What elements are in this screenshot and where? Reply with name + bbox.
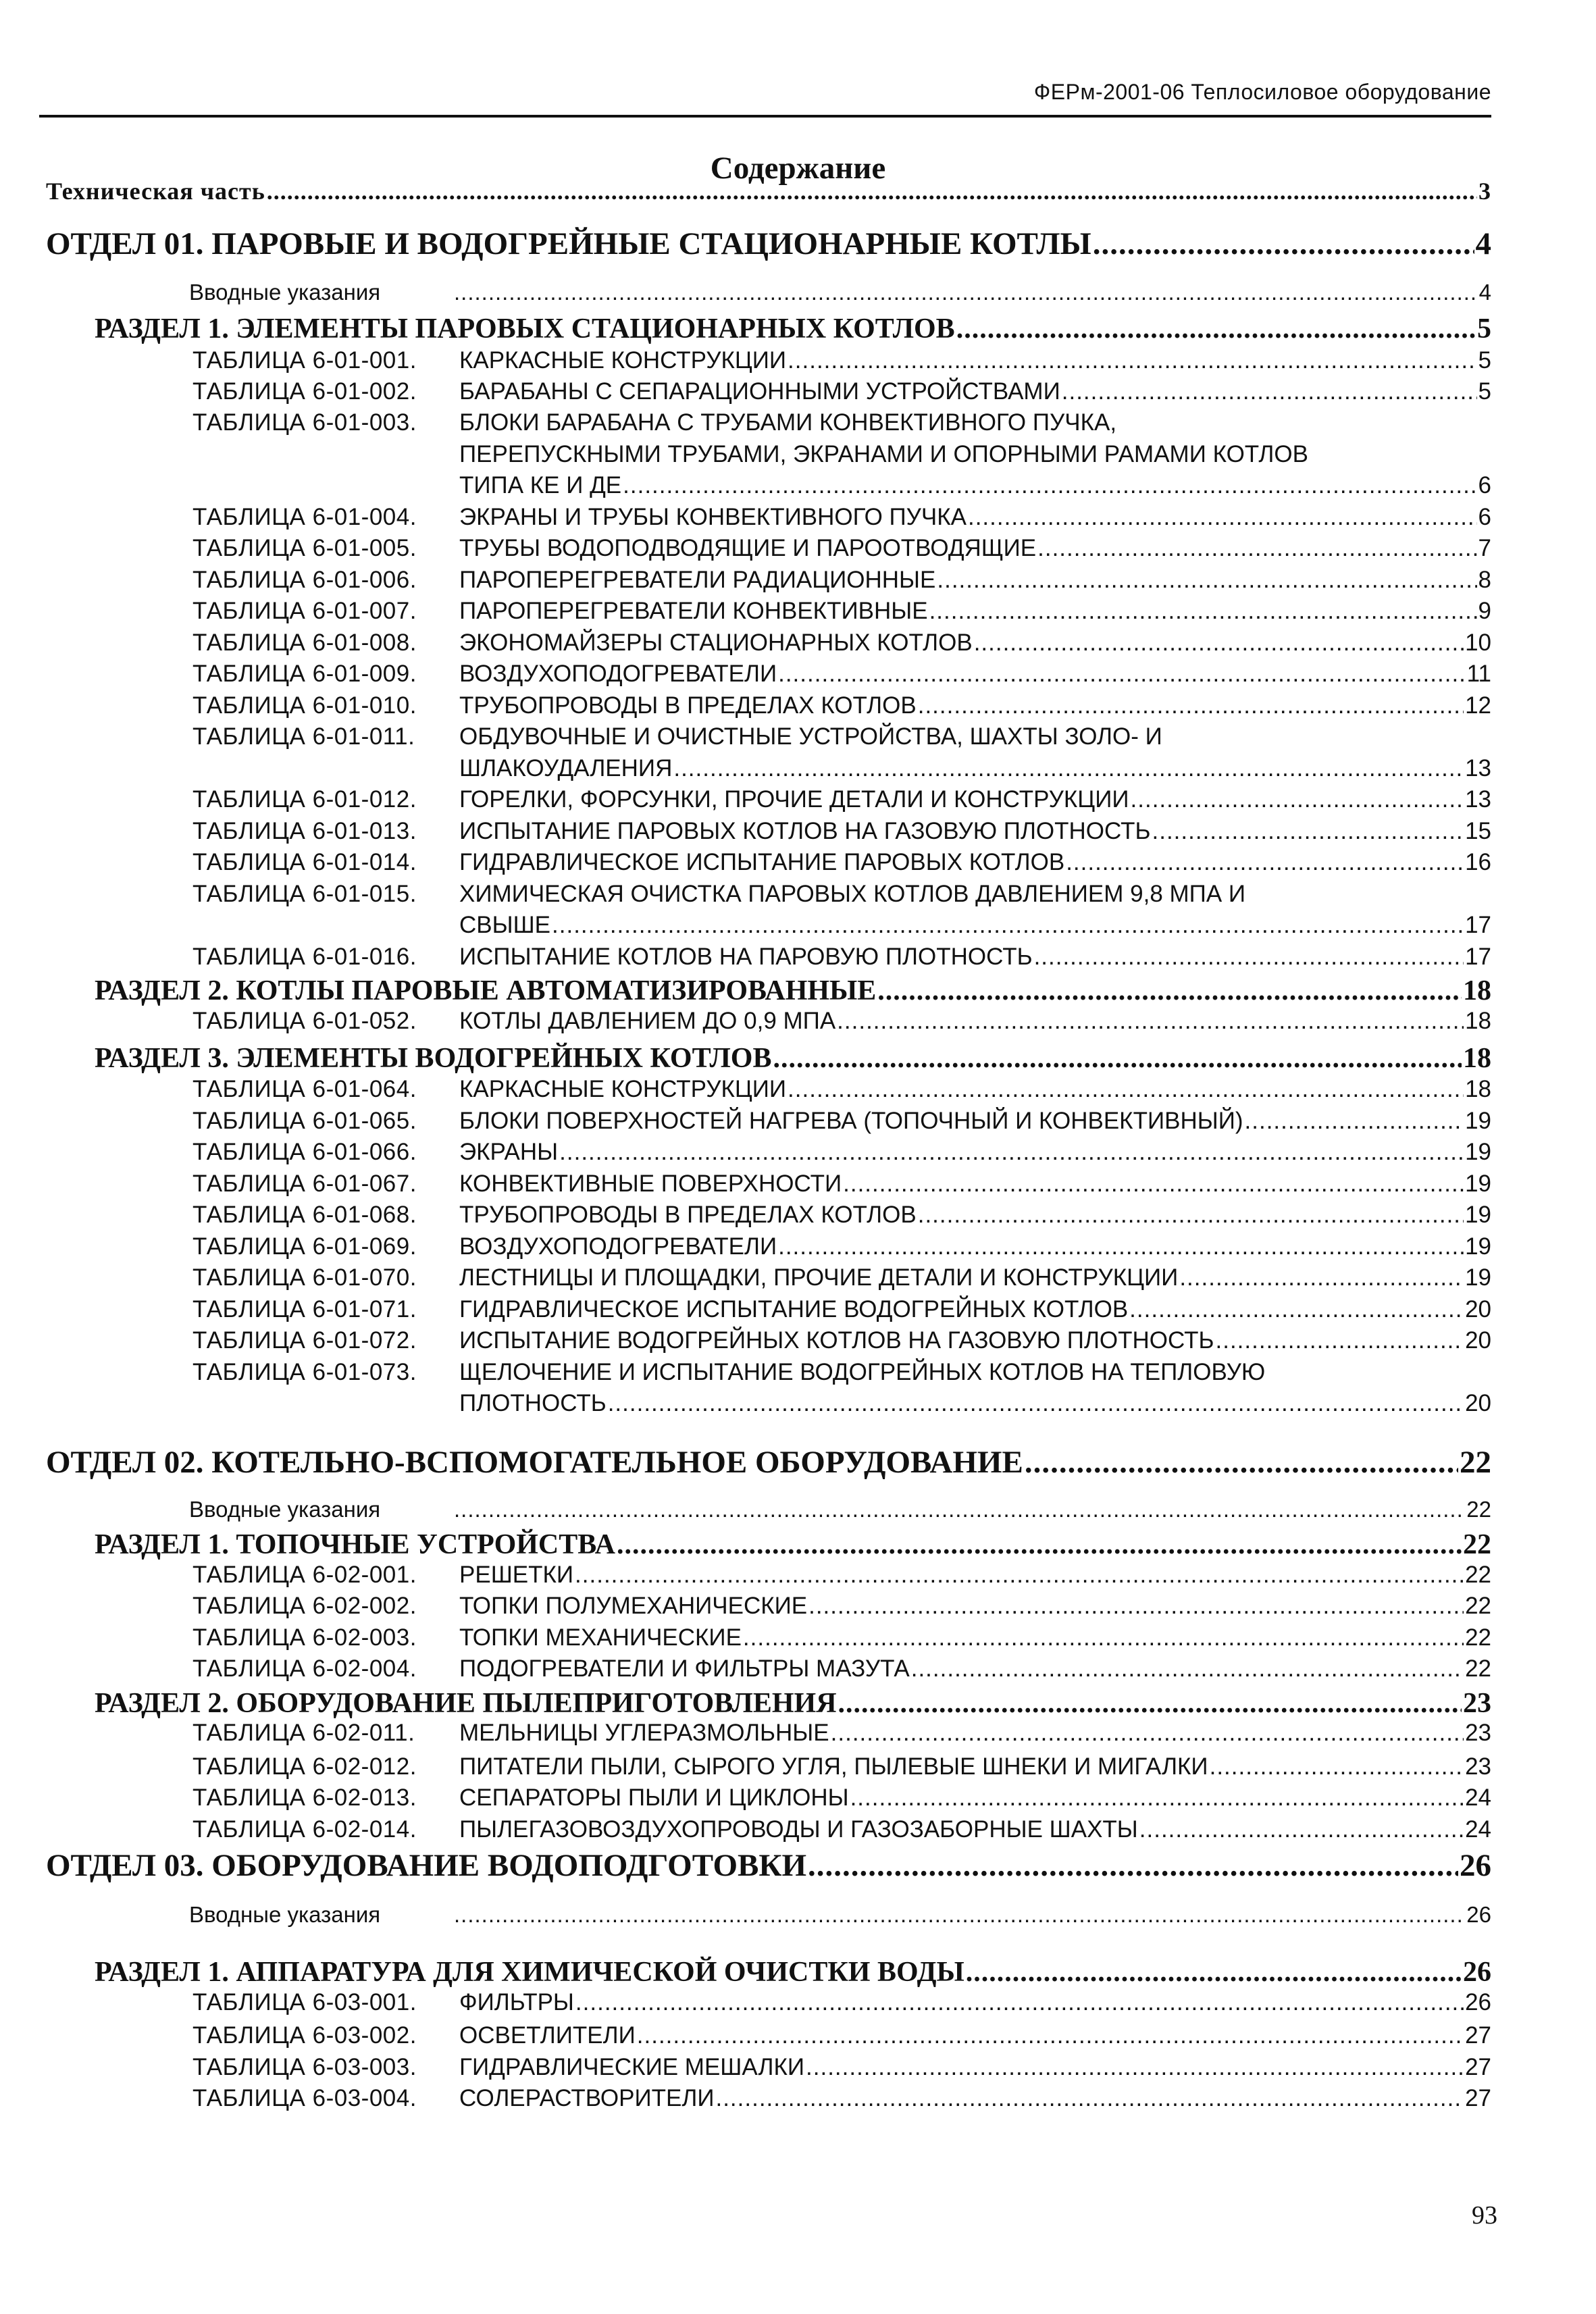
table-title: ОБДУВОЧНЫЕ И ОЧИСТНЫЕ УСТРОЙСТВА, ШАХТЫ ЗОЛО- И [459,723,1162,750]
dot-leader [877,975,1462,1007]
table-code: ТАБЛИЦА 6-01-014. [192,849,417,875]
page-ref: 17 [1465,912,1491,938]
table-title: ОСВЕТЛИТЕЛИ [459,2022,636,2049]
table-title: ЭКОНОМАЙЗЕРЫ СТАЦИОНАРНЫХ КОТЛОВ [459,629,973,656]
table-code: ТАБЛИЦА 6-01-073. [192,1359,417,1385]
table-code: ТАБЛИЦА 6-01-005. [192,535,417,561]
page-ref: 19 [1465,1233,1491,1260]
table-title: ЭКРАНЫ [459,1139,559,1165]
toc-entry-table[interactable] [192,1108,1491,1135]
page-ref: 22 [1463,1529,1491,1560]
toc-entry-razdel[interactable] [95,975,1491,1007]
toc-entry-cont[interactable] [459,755,1491,782]
table-title: ТРУБОПРОВОДЫ В ПРЕДЕЛАХ КОТЛОВ [459,692,917,719]
page-ref: 26 [1466,1902,1491,1927]
page-ref: 3 [1478,178,1491,205]
dot-leader [617,1528,1462,1561]
page-ref: 20 [1465,1327,1491,1354]
table-code: ТАБЛИЦА 6-01-012. [192,786,417,813]
toc-entry-intro[interactable] [189,1902,1491,1928]
page-ref: 23 [1465,1753,1491,1780]
toc-entry-table[interactable] [192,409,1491,436]
toc-entry-table[interactable] [192,2085,1491,2112]
toc-entry-cont[interactable] [459,912,1491,939]
table-title: ГИДРАВЛИЧЕСКИЕ МЕШАЛКИ [459,2054,805,2080]
table-title: ХИМИЧЕСКАЯ ОЧИСТКА ПАРОВЫХ КОТЛОВ ДАВЛЕНИЕМ 9,8 МПА И [459,881,1246,907]
toc-entry-table[interactable] [192,1816,1491,1843]
entry-label: ОТДЕЛ 03. ОБОРУДОВАНИЕ ВОДОПОДГОТОВКИ [46,1848,807,1883]
page-ref: 24 [1465,1784,1491,1811]
toc-entry-table[interactable] [192,1784,1491,1811]
entry-label: ОТДЕЛ 01. ПАРОВЫЕ И ВОДОГРЕЙНЫЕ СТАЦИОНАРНЫЕ КОТЛЫ [46,226,1091,261]
toc-entry-table[interactable] [192,1359,1491,1386]
dot-leader [838,1687,1462,1720]
table-code: ТАБЛИЦА 6-01-002. [192,378,417,405]
page-ref: 4 [1478,280,1491,305]
page-ref: 20 [1465,1296,1491,1322]
table-code: ТАБЛИЦА 6-01-068. [192,1202,417,1228]
page-ref: 22 [1465,1562,1491,1588]
page-ref: 27 [1465,2022,1491,2049]
table-title: ТРУБОПРОВОДЫ В ПРЕДЕЛАХ КОТЛОВ [459,1202,917,1228]
toc-entry-razdel[interactable] [95,1956,1491,1988]
entry-label: РАЗДЕЛ 2. КОТЛЫ ПАРОВЫЕ АВТОМАТИЗИРОВАННЫЕ [95,975,877,1006]
dot-leader [1025,1444,1458,1481]
page-ref: 15 [1465,818,1491,844]
table-title: РЕШЕТКИ [459,1562,574,1588]
page-ref: 24 [1465,1816,1491,1843]
dot-leader [918,1202,1464,1229]
table-title: ПАРОПЕРЕГРЕВАТЕЛИ РАДИАЦИОННЫЕ [459,567,936,593]
dot-leader [929,598,1477,625]
page-ref: 12 [1465,692,1491,719]
table-code: ТАБЛИЦА 6-02-014. [192,1816,417,1843]
table-code: ТАБЛИЦА 6-02-012. [192,1753,417,1780]
dot-leader [778,1233,1464,1260]
toc-entry-table[interactable] [192,1593,1491,1620]
toc-entry-table[interactable] [192,1233,1491,1260]
page-ref: 8 [1478,567,1491,593]
toc-entry-table[interactable] [192,1989,1491,2016]
table-title: ФИЛЬТРЫ [459,1989,574,2015]
table-code: ТАБЛИЦА 6-01-010. [192,692,417,719]
page-ref: 23 [1463,1688,1491,1719]
dot-leader [831,1720,1464,1747]
entry-label: ОТДЕЛ 02. КОТЕЛЬНО-ВСПОМОГАТЕЛЬНОЕ ОБОРУДОВАНИЕ [46,1445,1023,1480]
dot-leader [1179,1264,1464,1291]
table-title: БЛОКИ ПОВЕРХНОСТЕЙ НАГРЕВА (ТОПОЧНЫЙ И КОНВЕКТИВНЫЙ) [459,1108,1243,1134]
table-code: ТАБЛИЦА 6-01-013. [192,818,417,844]
table-code: ТАБЛИЦА 6-01-007. [192,598,417,624]
toc-entry-intro[interactable] [189,1497,1491,1522]
dot-leader [575,1989,1464,2016]
toc-entry-table[interactable] [192,849,1491,876]
page-ref: 11 [1466,661,1491,687]
page-ref: 19 [1465,1139,1491,1165]
page-ref: 22 [1465,1593,1491,1619]
table-title: ТОПКИ МЕХАНИЧЕСКИЕ [459,1624,742,1651]
page-ref: 22 [1465,1624,1491,1651]
table-title: ПЫЛЕГАЗОВОЗДУХОПРОВОДЫ И ГАЗОЗАБОРНЫЕ ШАХТЫ [459,1816,1138,1843]
dot-leader [559,1139,1464,1166]
toc-entry-table[interactable] [192,881,1491,908]
page-ref: 5 [1478,378,1491,405]
page-ref: 6 [1478,504,1491,530]
toc-entry-table[interactable] [192,1008,1491,1035]
entry-label: Вводные указания [189,1497,381,1522]
toc-entry-table[interactable] [192,629,1491,657]
toc-entry-table[interactable] [192,723,1491,750]
page-ref: 22 [1465,1655,1491,1682]
table-title: БЛОКИ БАРАБАНА С ТРУБАМИ КОНВЕКТИВНОГО ПУЧКА, [459,409,1117,436]
toc-entry-cont[interactable] [459,1390,1491,1417]
toc-entry-cont[interactable] [459,472,1491,499]
table-title: КАРКАСНЫЕ КОНСТРУКЦИИ [459,347,787,374]
entry-label: Техническая часть [46,178,265,205]
dot-leader [956,313,1476,345]
dot-leader [808,1847,1458,1884]
table-title: КОНВЕКТИВНЫЕ ПОВЕРХНОСТИ [459,1171,842,1197]
table-code: ТАБЛИЦА 6-01-006. [192,567,417,593]
toc-entry-table[interactable] [192,504,1491,531]
page-ref: 19 [1465,1202,1491,1228]
toc-entry-otdel[interactable] [46,1444,1491,1481]
toc-entry-table[interactable] [192,598,1491,625]
table-title: КАРКАСНЫЕ КОНСТРУКЦИИ [459,1076,787,1102]
table-code: ТАБЛИЦА 6-01-016. [192,944,417,970]
page-ref: 18 [1465,1076,1491,1102]
dot-leader [743,1624,1464,1651]
dot-leader [1037,535,1476,562]
dot-leader [778,661,1466,688]
toc-entry-tech[interactable] [46,177,1491,205]
dot-leader [1131,786,1464,813]
table-code: ТАБЛИЦА 6-01-071. [192,1296,417,1322]
table-code: ТАБЛИЦА 6-02-013. [192,1784,417,1811]
toc-entry-table[interactable] [192,1327,1491,1354]
page-ref: 22 [1466,1497,1491,1522]
table-title: ГОРЕЛКИ, ФОРСУНКИ, ПРОЧИЕ ДЕТАЛИ И КОНСТРУКЦИИ [459,786,1129,813]
dot-leader [788,347,1476,374]
dot-leader [837,1008,1464,1035]
toc-entry-table[interactable] [192,1720,1491,1747]
dot-leader [1066,849,1464,876]
dot-leader [806,2054,1464,2081]
table-title: СЕПАРАТОРЫ ПЫЛИ И ЦИКЛОНЫ [459,1784,849,1811]
table-title-continued: ТИПА КЕ И ДЕ [459,472,622,498]
dot-leader [808,1593,1464,1620]
table-code: ТАБЛИЦА 6-01-069. [192,1233,417,1260]
toc-entry-table[interactable] [192,1171,1491,1198]
dot-leader [968,504,1477,531]
table-title: ПИТАТЕЛИ ПЫЛИ, СЫРОГО УГЛЯ, ПЫЛЕВЫЕ ШНЕКИ И МИГАЛКИ [459,1753,1208,1780]
table-code: ТАБЛИЦА 6-02-011. [192,1720,415,1746]
page-ref: 7 [1478,535,1491,561]
table-title: МЕЛЬНИЦЫ УГЛЕРАЗМОЛЬНЫЕ [459,1720,829,1746]
page-number: 93 [1472,2201,1497,2230]
entry-label: РАЗДЕЛ 1. ЭЛЕМЕНТЫ ПАРОВЫХ СТАЦИОНАРНЫХ КОТЛОВ [95,313,955,344]
table-title: КОТЛЫ ДАВЛЕНИЕМ ДО 0,9 МПА [459,1008,836,1034]
toc-entry-table[interactable] [192,944,1491,971]
page-ref: 5 [1477,313,1491,344]
header-text: ФЕРм-2001-06 Теплосиловое оборудование [1033,80,1491,104]
page-title: Содержание [710,151,886,186]
toc-entry-table[interactable] [192,1753,1491,1780]
table-title: ЩЕЛОЧЕНИЕ И ИСПЫТАНИЕ ВОДОГРЕЙНЫХ КОТЛОВ НА ТЕПЛОВУЮ [459,1359,1266,1385]
dot-leader [552,912,1464,939]
toc-entry-table[interactable] [192,2022,1491,2049]
entry-label: РАЗДЕЛ 2. ОБОРУДОВАНИЕ ПЫЛЕПРИГОТОВЛЕНИЯ [95,1688,837,1719]
page-ref: 17 [1465,944,1491,970]
page-ref: 19 [1465,1264,1491,1291]
dot-leader [1216,1327,1464,1354]
entry-label: Вводные указания [189,1902,381,1927]
page-ref: 18 [1465,1008,1491,1034]
toc-entry-table[interactable] [192,786,1491,813]
dot-leader [454,1902,1465,1928]
dot-leader [1129,1296,1464,1323]
table-title-continued: ПЛОТНОСТЬ [459,1390,607,1416]
table-code: ТАБЛИЦА 6-01-004. [192,504,417,530]
table-code: ТАБЛИЦА 6-03-004. [192,2085,417,2111]
dot-leader [788,1076,1464,1103]
table-title: БАРАБАНЫ С СЕПАРАЦИОННЫМИ УСТРОЙСТВАМИ [459,378,1060,405]
page-ref: 10 [1465,629,1491,656]
toc-entry-table[interactable] [192,1202,1491,1229]
dot-leader [1210,1753,1464,1780]
table-title: ПАРОПЕРЕГРЕВАТЕЛИ КОНВЕКТИВНЫЕ [459,598,928,624]
entry-label: РАЗДЕЛ 3. ЭЛЕМЕНТЫ ВОДОГРЕЙНЫХ КОТЛОВ [95,1043,772,1074]
dot-leader [918,692,1464,719]
table-title: ПОДОГРЕВАТЕЛИ И ФИЛЬТРЫ МАЗУТА [459,1655,910,1682]
toc-entry-table[interactable] [192,1624,1491,1651]
toc-entry-table[interactable] [192,378,1491,405]
table-code: ТАБЛИЦА 6-01-064. [192,1076,417,1102]
toc-entry-razdel[interactable] [95,1042,1491,1075]
toc-entry-table[interactable] [192,2054,1491,2081]
toc-entry-otdel[interactable] [46,226,1491,262]
page-ref: 19 [1465,1171,1491,1197]
dot-leader [911,1655,1464,1682]
toc-entry-table[interactable] [192,347,1491,374]
table-code: ТАБЛИЦА 6-01-001. [192,347,417,374]
table-code: ТАБЛИЦА 6-01-015. [192,881,417,907]
table-code: ТАБЛИЦА 6-01-008. [192,629,417,656]
dot-leader [454,1497,1465,1522]
table-code: ТАБЛИЦА 6-01-067. [192,1171,417,1197]
entry-label: Вводные указания [189,280,381,305]
table-code: ТАБЛИЦА 6-01-009. [192,661,417,687]
table-code: ТАБЛИЦА 6-01-003. [192,409,417,436]
table-code: ТАБЛИЦА 6-01-052. [192,1008,417,1034]
dot-leader [637,2022,1464,2049]
page-ref: 26 [1465,1989,1491,2015]
table-code: ТАБЛИЦА 6-02-003. [192,1624,417,1651]
page-ref: 19 [1465,1108,1491,1134]
dot-leader [454,280,1478,305]
dot-leader [673,755,1464,782]
toc-entry-table[interactable] [192,1076,1491,1103]
page-ref: 4 [1475,226,1491,261]
dot-leader [850,1784,1464,1811]
table-code: ТАБЛИЦА 6-01-066. [192,1139,417,1165]
toc-entry-otdel[interactable] [46,1847,1491,1884]
toc-entry-intro[interactable] [189,280,1491,305]
toc-entry-razdel[interactable] [95,1528,1491,1561]
dot-leader [773,1042,1462,1075]
page-ref: 18 [1463,975,1491,1006]
toc-entry-table[interactable] [192,1264,1491,1291]
page-ref: 27 [1465,2085,1491,2111]
table-code: ТАБЛИЦА 6-01-011. [192,723,415,750]
toc-entry-razdel[interactable] [95,1687,1491,1720]
dot-leader [974,629,1464,657]
page-ref: 27 [1465,2054,1491,2080]
table-code: ТАБЛИЦА 6-02-001. [192,1562,417,1588]
table-title-continued: ПЕРЕПУСКНЫМИ ТРУБАМИ, ЭКРАНАМИ И ОПОРНЫМИ РАМАМИ КОТЛОВ [459,441,1308,467]
table-title: ВОЗДУХОПОДОГРЕВАТЕЛИ [459,1233,777,1260]
table-title: ИСПЫТАНИЕ ВОДОГРЕЙНЫХ КОТЛОВ НА ГАЗОВУЮ ПЛОТНОСТЬ [459,1327,1214,1354]
table-code: ТАБЛИЦА 6-03-001. [192,1989,417,2015]
toc-entry-table[interactable] [192,818,1491,845]
page-ref: 23 [1465,1720,1491,1746]
dot-leader [937,567,1476,594]
toc-entry-table[interactable] [192,567,1491,594]
page-ref: 16 [1465,849,1491,875]
page-ref: 13 [1465,786,1491,813]
dot-leader [1139,1816,1464,1843]
toc-entry-table[interactable] [192,1562,1491,1589]
toc-entry-table[interactable] [192,535,1491,562]
dot-leader [608,1390,1464,1417]
toc-entry-cont[interactable] [459,441,1491,468]
table-code: ТАБЛИЦА 6-03-003. [192,2054,417,2080]
entry-label: РАЗДЕЛ 1. ТОПОЧНЫЕ УСТРОЙСТВА [95,1529,615,1560]
table-code: ТАБЛИЦА 6-01-072. [192,1327,417,1354]
page-ref: 13 [1465,755,1491,781]
dot-leader [623,472,1476,499]
dot-leader [966,1956,1462,1988]
page-ref: 26 [1460,1848,1491,1883]
table-title: ИСПЫТАНИЕ ПАРОВЫХ КОТЛОВ НА ГАЗОВУЮ ПЛОТНОСТЬ [459,818,1151,844]
table-title: ЭКРАНЫ И ТРУБЫ КОНВЕКТИВНОГО ПУЧКА [459,504,967,530]
table-title: ЛЕСТНИЦЫ И ПЛОЩАДКИ, ПРОЧИЕ ДЕТАЛИ И КОНСТРУКЦИИ [459,1264,1179,1291]
table-title: ГИДРАВЛИЧЕСКОЕ ИСПЫТАНИЕ ПАРОВЫХ КОТЛОВ [459,849,1065,875]
toc-entry-table[interactable] [192,1139,1491,1166]
page-ref: 6 [1478,472,1491,498]
table-title: ИСПЫТАНИЕ КОТЛОВ НА ПАРОВУЮ ПЛОТНОСТЬ [459,944,1033,970]
table-code: ТАБЛИЦА 6-02-004. [192,1655,417,1682]
entry-label: РАЗДЕЛ 1. АППАРАТУРА ДЛЯ ХИМИЧЕСКОЙ ОЧИСТКИ ВОДЫ [95,1957,964,1988]
toc-entry-table[interactable] [192,1296,1491,1323]
page-ref: 22 [1460,1445,1491,1480]
page-ref: 5 [1478,347,1491,374]
dot-leader [1093,226,1474,262]
table-code: ТАБЛИЦА 6-01-070. [192,1264,417,1291]
table-title: ТОПКИ ПОЛУМЕХАНИЧЕСКИЕ [459,1593,808,1619]
table-title: ВОЗДУХОПОДОГРЕВАТЕЛИ [459,661,777,687]
dot-leader [715,2085,1464,2112]
dot-leader [1152,818,1464,845]
toc-entry-table[interactable] [192,1655,1491,1682]
page-ref: 26 [1463,1957,1491,1988]
dot-leader [267,177,1477,205]
dot-leader [843,1171,1464,1198]
dot-leader [575,1562,1464,1589]
page-ref: 9 [1478,598,1491,624]
toc-entry-table[interactable] [192,661,1491,688]
table-code: ТАБЛИЦА 6-02-002. [192,1593,417,1619]
table-title: ТРУБЫ ВОДОПОДВОДЯЩИЕ И ПАРООТВОДЯЩИЕ [459,535,1037,561]
table-title-continued: СВЫШЕ [459,912,551,938]
page-ref: 20 [1465,1390,1491,1416]
table-code: ТАБЛИЦА 6-03-002. [192,2022,417,2049]
table-title: СОЛЕРАСТВОРИТЕЛИ [459,2085,715,2111]
table-code: ТАБЛИЦА 6-01-065. [192,1108,417,1134]
page-ref: 18 [1463,1043,1491,1074]
toc-entry-table[interactable] [192,692,1491,719]
toc-entry-razdel[interactable] [95,313,1491,345]
dot-leader [1062,378,1477,405]
table-title: ГИДРАВЛИЧЕСКОЕ ИСПЫТАНИЕ ВОДОГРЕЙНЫХ КОТЛОВ [459,1296,1129,1322]
dot-leader [1245,1108,1464,1135]
table-title-continued: ШЛАКОУДАЛЕНИЯ [459,755,673,781]
dot-leader [1034,944,1464,971]
